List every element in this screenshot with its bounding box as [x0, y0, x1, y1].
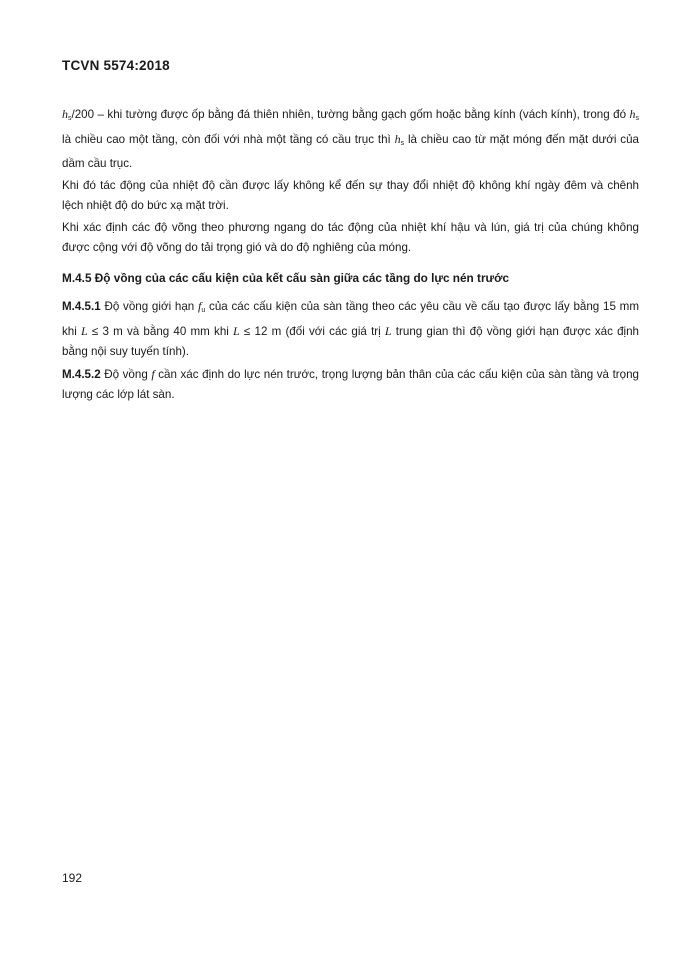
var-L: L: [81, 324, 88, 338]
paragraph-text: /200 – khi tường được ốp bằng đá thiên nhiên, tường bằng gạch gốm hoặc bằng kính (vách kính), trong đó: [71, 108, 627, 121]
var-f-subscript: u: [201, 307, 206, 314]
clause-m451: [62, 296, 639, 362]
var-L: L: [233, 324, 240, 338]
clause-text: ≤ 12 m (đối với các giá trị: [239, 325, 385, 338]
clause-number: M.4.5.1: [62, 300, 101, 313]
document-header: TCVN 5574:2018: [62, 58, 170, 73]
paragraph-temperature: Khi đó tác động của nhiệt độ cần được lấy không kể đến sự thay đổi nhiệt độ không khí ngày đêm và chênh lệch nhiệt độ do bức xạ mặt trời.: [62, 179, 639, 212]
paragraph-text: là chiều cao một tầng, còn đối với nhà một tầng có cầu trục thì: [62, 133, 391, 146]
paragraph-text: là chiều cao từ mặt móng đến mặt dưới của dầm cầu trục.: [62, 133, 639, 170]
clause-text: Độ vồng: [100, 368, 152, 381]
page-number: 192: [62, 871, 83, 885]
var-h-subscript: s: [68, 115, 72, 122]
var-f: f: [198, 299, 202, 313]
clause-number: M.4.5.2: [62, 368, 101, 381]
var-h-subscript: s: [635, 115, 639, 122]
var-f: f: [151, 367, 155, 381]
var-h: h: [62, 107, 68, 121]
section-heading-m45: M.4.5 Độ vồng của các cấu kiện của kết cấu sàn giữa các tầng do lực nén trước: [62, 271, 510, 285]
var-h-subscript: s: [400, 140, 405, 147]
paragraph-horizontal-deflection: Khi xác định các độ võng theo phương ngang do tác động của nhiệt khí hậu và lún, giá trị của chúng không được cộng với độ võng do tải trọng gió và do độ nghiêng của móng.: [62, 221, 639, 254]
var-h: h: [394, 132, 401, 146]
clause-text: Độ vồng giới hạn: [100, 300, 199, 313]
clause-text: cần xác định do lực nén trước, trọng lượng bản thân của các cấu kiện của sàn tầng và trọng lượng các lớp lát sàn.: [62, 368, 640, 401]
clause-text: ≤ 3 m và bằng 40 mm khi: [87, 325, 234, 338]
clause-text: trung gian thì độ vồng giới hạn được xác định bằng nội suy tuyến tính).: [62, 325, 639, 358]
paragraph-deflection-limit: [62, 104, 639, 174]
var-L: L: [384, 324, 392, 338]
var-h: h: [629, 107, 636, 121]
clause-m452: [62, 364, 639, 405]
page-body: [62, 104, 639, 405]
clause-text: của các cấu kiện của sàn tầng theo các yêu cầu về cấu tạo được lấy bằng 15 mm khi: [62, 300, 639, 338]
